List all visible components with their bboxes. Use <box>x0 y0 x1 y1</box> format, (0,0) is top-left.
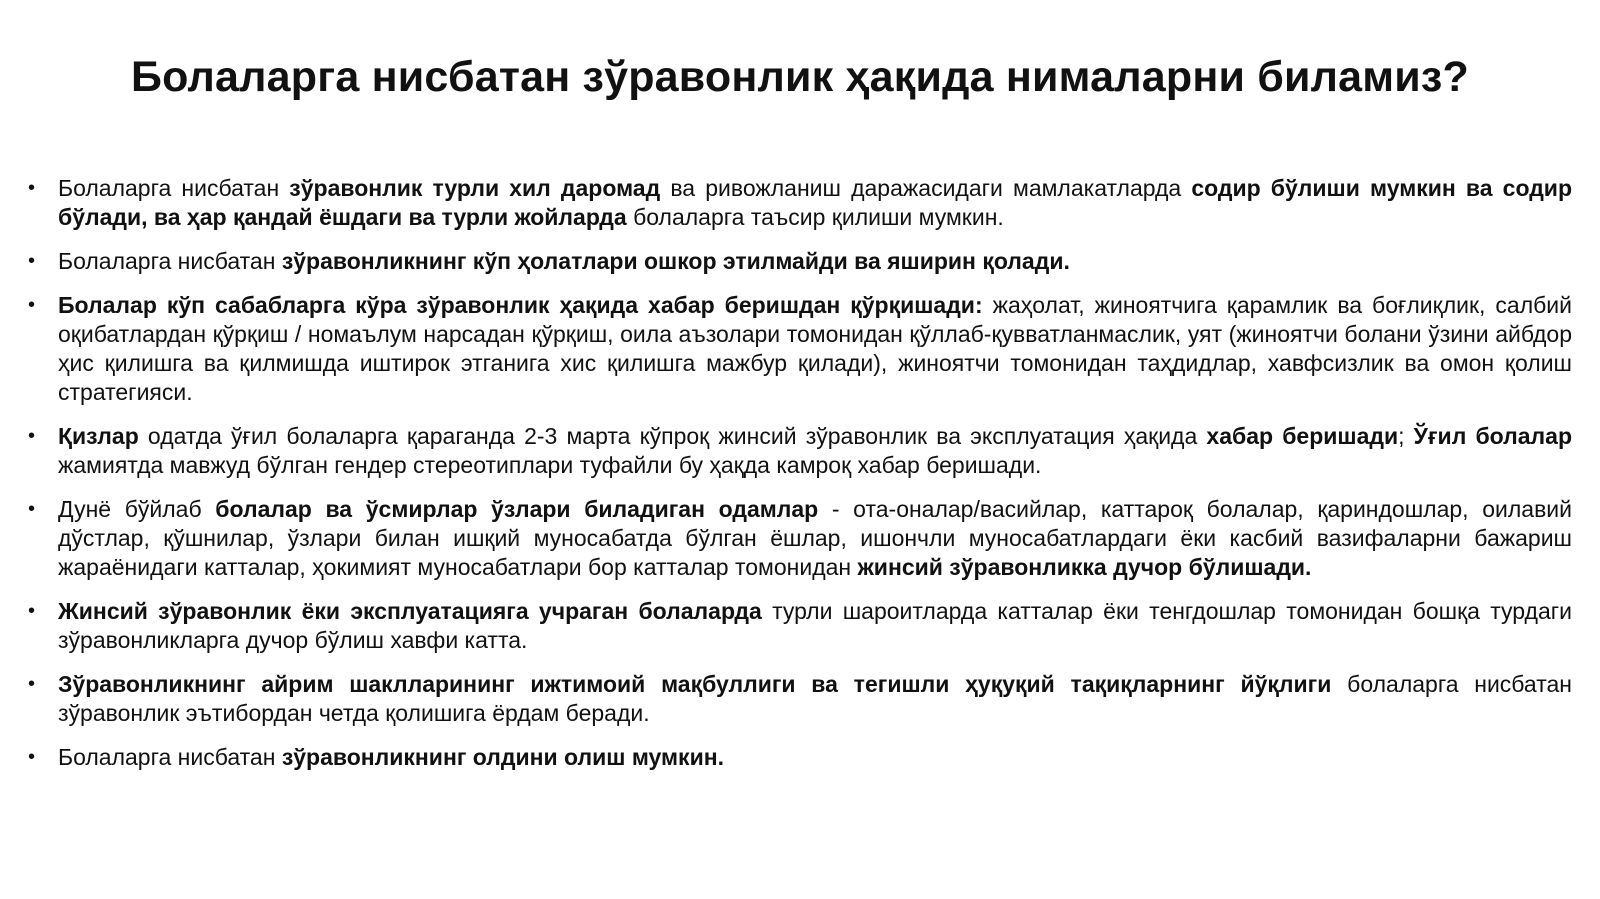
bullet-item <box>28 495 1572 582</box>
bullet-text-bold: содир бўлиши мумкин ва содир бўлади, ва ҳар қандай ёшдаги ва турли жойларда <box>58 175 1572 230</box>
bullet-text-bold: зўравонлик турли хил даромад <box>289 175 661 201</box>
bullet-text-regular: одатда ўғил болаларга қараганда 2-3 марта кўпроқ жинсий зўравонлик ва эксплуатация ҳақида <box>138 423 1207 449</box>
bullet-text-bold: Болалар кўп сабабларга кўра зўравонлик ҳақида хабар беришдан қўрқишади: <box>58 292 983 318</box>
bullet-text-regular: ; <box>1398 423 1414 449</box>
bullet-text-bold: хабар беришади <box>1206 423 1399 449</box>
bullet-item <box>28 247 1572 276</box>
bullet-text-regular: - ота-оналар/васийлар, каттароқ болалар, қариндошлар, оилавий дўстлар, қўшнилар, ўзлари билан ишқий муносабатда бўлган ёшлар, ишончли муносабатлардаги ёки касбий вазифаларни бажариш жараёнидаги катталар, ҳокимият муносабатлари бор катталар томонидан <box>58 496 1572 580</box>
bullet-text <box>58 175 1572 230</box>
bullet-text-bold: Зўравонликнинг айрим шаклларининг ижтимоий мақбуллиги ва тегишли ҳуқуқий тақиқларнинг йўқлиги <box>58 671 1332 697</box>
bullet-dot-icon: • <box>28 425 36 447</box>
bullet-dot-icon: • <box>28 600 36 622</box>
bullet-dot-icon: • <box>28 498 36 520</box>
bullet-text-bold: Жинсий зўравонлик ёки эксплуатацияга учраган болаларда <box>58 598 762 624</box>
bullet-list <box>28 174 1572 787</box>
bullet-item <box>28 422 1572 480</box>
bullet-item <box>28 670 1572 728</box>
slide-title: Болаларга нисбатан зўравонлик ҳақида нималарни биламиз? <box>131 53 1469 101</box>
bullet-text-regular: ва ривожланиш даражасидаги мамлакатларда <box>660 175 1192 201</box>
bullet-text <box>58 248 1070 274</box>
bullet-item <box>28 291 1572 407</box>
bullet-text-regular: Болаларга нисбатан <box>58 175 290 201</box>
bullet-dot-icon: • <box>28 250 36 272</box>
bullet-text <box>58 292 1572 405</box>
bullet-text-bold: Ўғил болалар <box>1413 423 1573 449</box>
bullet-text <box>58 496 1572 580</box>
bullet-text <box>58 744 724 770</box>
bullet-text-regular: болаларга таъсир қилиши мумкин. <box>626 204 1004 230</box>
bullet-text-regular: жамиятда мавжуд бўлган гендер стереотиплари туфайли бу ҳақда камроқ хабар беришади. <box>58 452 1042 478</box>
bullet-item <box>28 174 1572 232</box>
bullet-text-regular: болаларга нисбатан зўравонлик эътибордан четда қолишига ёрдам беради. <box>58 671 1572 726</box>
bullet-text-regular: Болаларга нисбатан <box>58 744 282 770</box>
bullet-text-regular: Дунё бўйлаб <box>58 496 216 522</box>
bullet-dot-icon: • <box>28 673 36 695</box>
bullet-text-regular: турли шароитларда катталар ёки тенгдошлар томонидан бошқа турдаги зўравонликларга дучор бўлиш хавфи катта. <box>58 598 1572 653</box>
bullet-text <box>58 671 1572 726</box>
bullet-text-bold: жинсий зўравонликка дучор бўлишади. <box>857 554 1312 580</box>
bullet-dot-icon: • <box>28 294 36 316</box>
bullet-item <box>28 597 1572 655</box>
bullet-text-bold: болалар ва ўсмирлар ўзлари биладиган одамлар <box>215 496 819 522</box>
bullet-text-bold: зўравонликнинг кўп ҳолатлари ошкор этилмайди ва яширин қолади. <box>281 248 1070 274</box>
bullet-text-bold: Қизлар <box>58 423 139 449</box>
bullet-dot-icon: • <box>28 746 36 768</box>
bullet-item <box>28 743 1572 772</box>
bullet-text <box>58 598 1572 653</box>
bullet-text-regular: жаҳолат, жиноятчига қарамлик ва боғлиқлик, салбий оқибатлардан қўрқиш / номаълум нарсадан қўрқиш, оила аъзолари томонидан қўллаб-қувватланмаслик, уят (жиноятчи болани ўзини айбдор ҳис қилишга ва қилмишда иштирок этганига хис қилишга мажбур қилади), жиноятчи томонидан таҳдидлар, хавфсизлик ва омон қолиш стратегияси. <box>58 292 1572 405</box>
bullet-dot-icon: • <box>28 177 36 199</box>
bullet-text <box>58 423 1572 478</box>
bullet-text-regular: Болаларга нисбатан <box>58 248 282 274</box>
bullet-text-bold: зўравонликнинг олдини олиш мумкин. <box>281 744 724 770</box>
